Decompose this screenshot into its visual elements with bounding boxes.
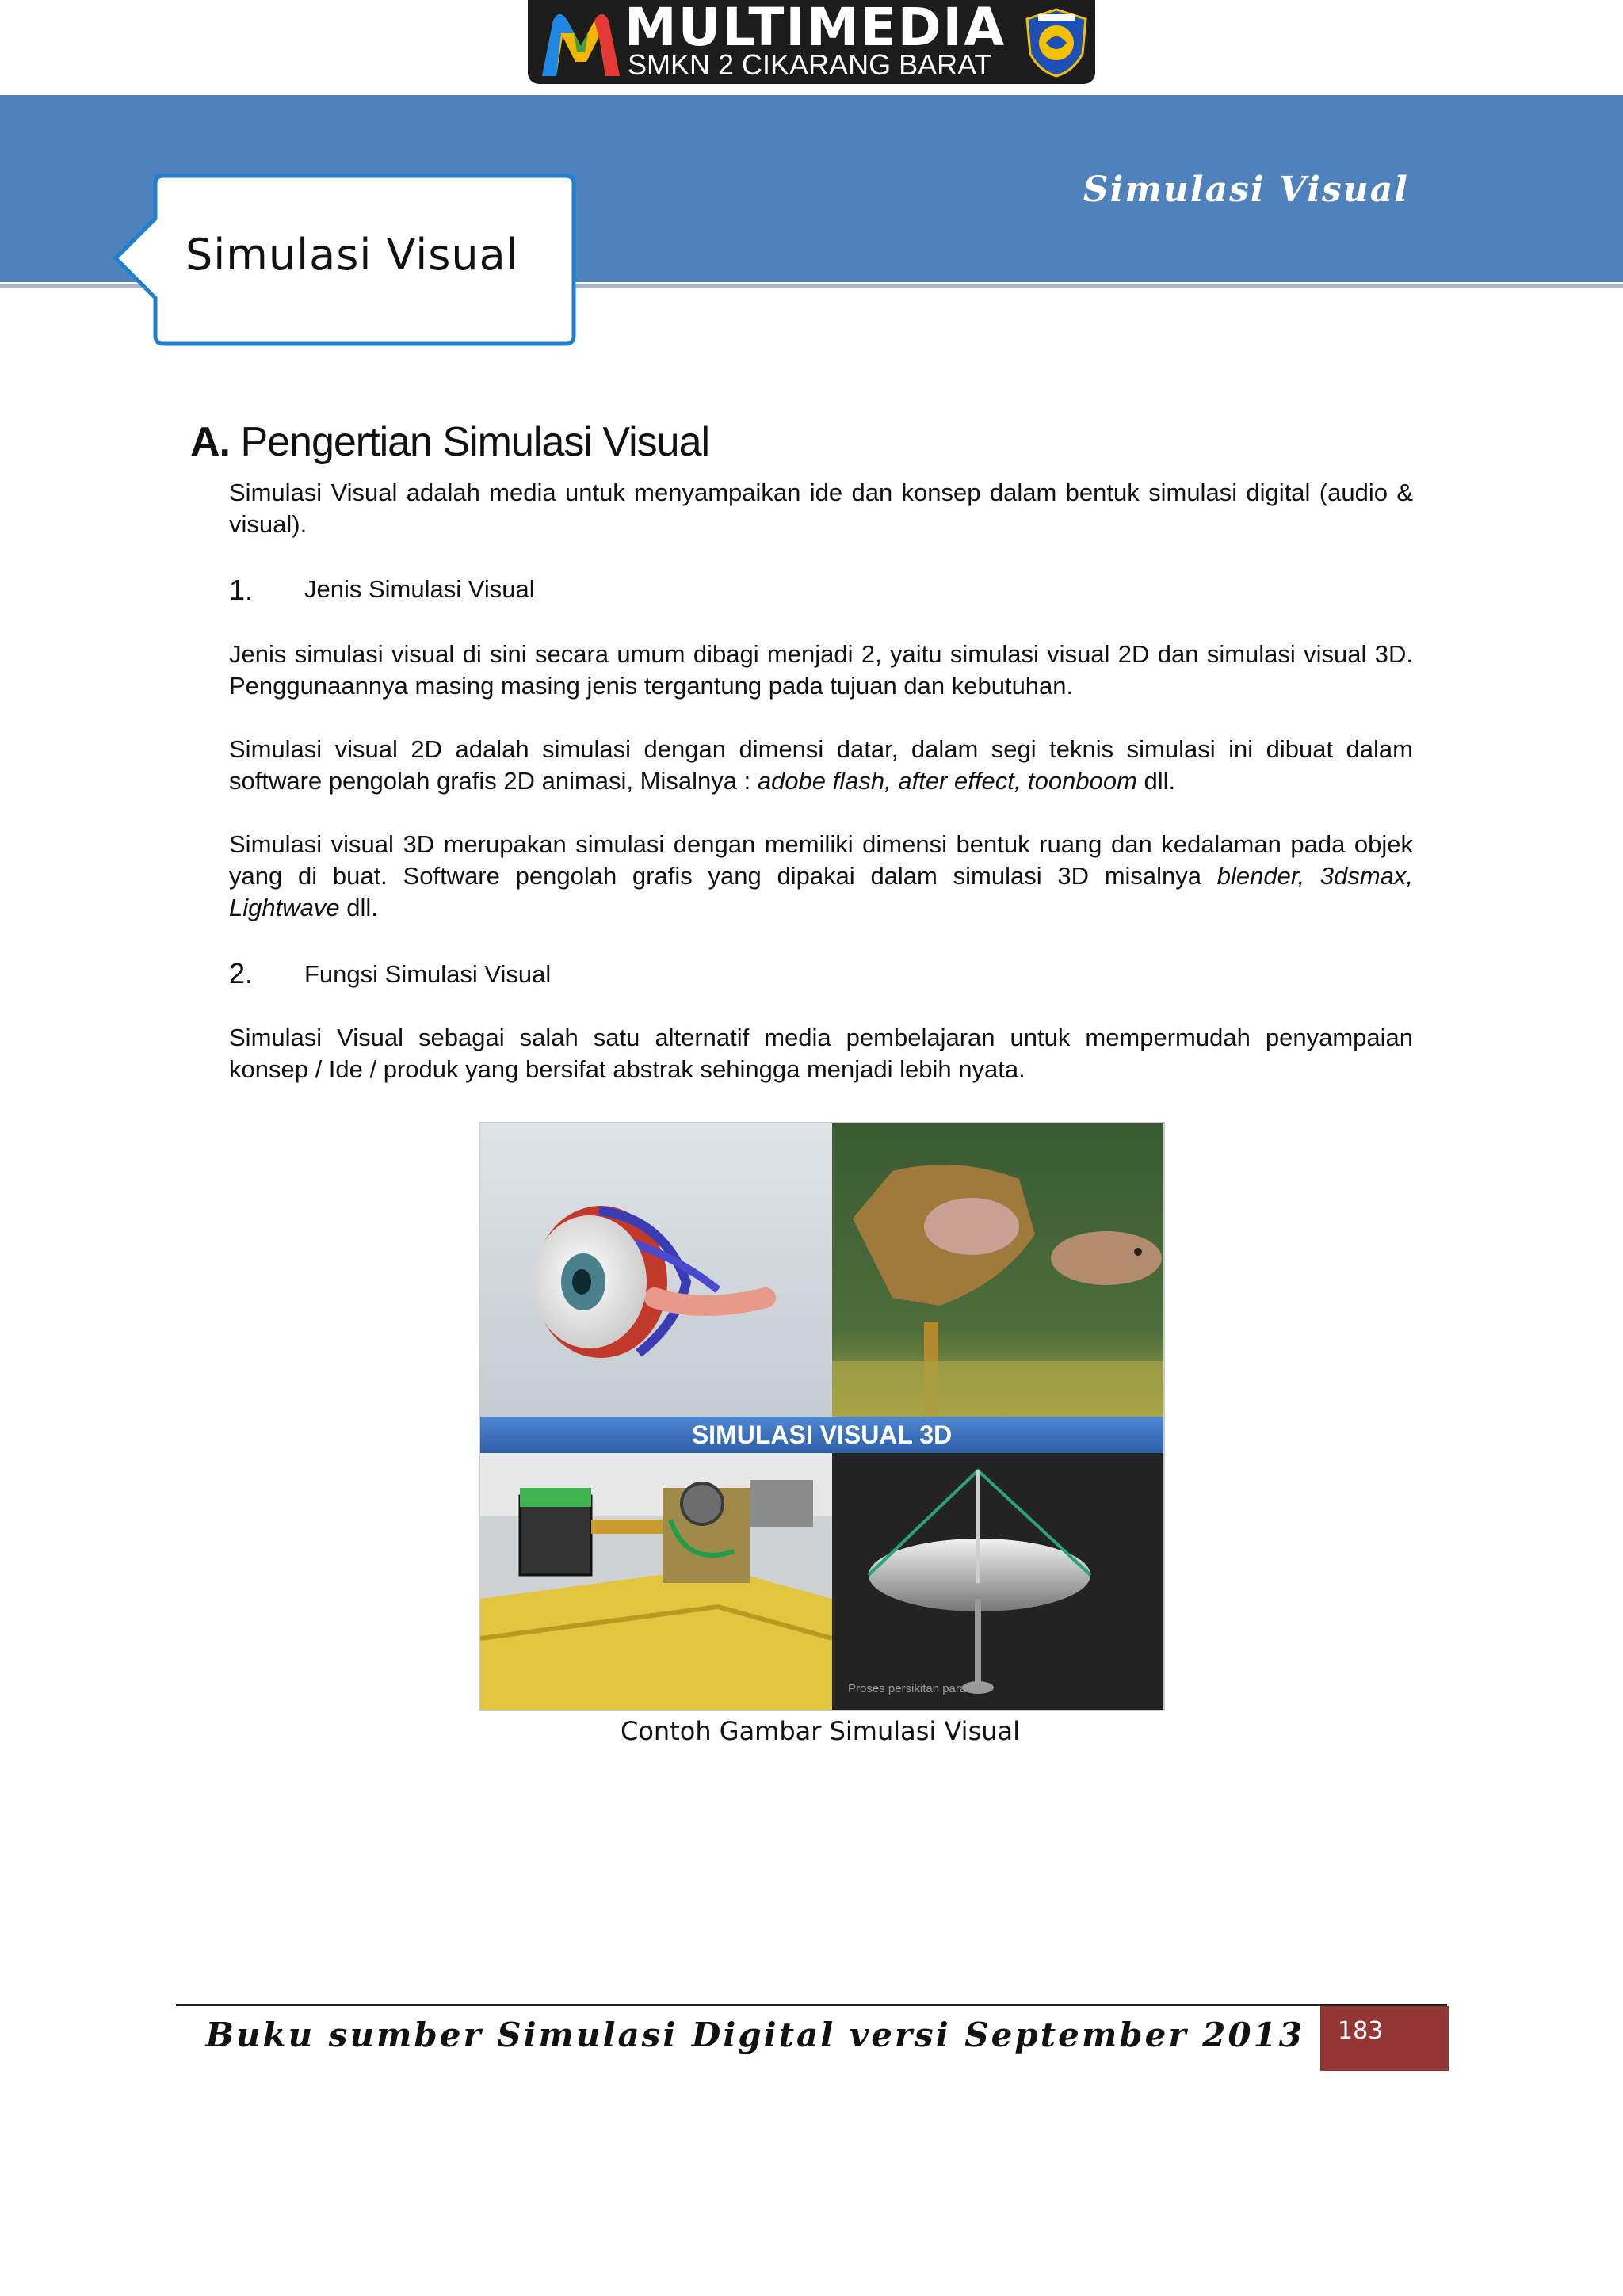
- item2-number: 2.: [229, 957, 254, 990]
- engine-simulation-panel: [480, 1453, 832, 1710]
- para3-software: blender, 3dsmax, Lightwave: [229, 862, 1414, 921]
- footer-divider: [176, 2004, 1447, 2006]
- section-letter: A.: [190, 419, 230, 465]
- eye-simulation-panel: [480, 1123, 832, 1417]
- banner-text: SIMULASI VISUAL 3D: [691, 1421, 953, 1449]
- para3-end: dll.: [339, 894, 378, 921]
- paragraph-jenis: Jenis simulasi visual di sini secara umum dibagi menjadi 2, yaitu simulasi visual 2D dan simulasi visual 3D. Penggunaannya masing masing jenis tergantung pada tujuan dan kebutuhan.: [229, 640, 1413, 700]
- page-number: 183: [1338, 2017, 1384, 2045]
- paragraph-fungsi: Simulasi Visual sebagai salah satu alternatif media pembelajaran untuk mempermudah penyampaian konsep / Ide / produk yang bersifat abstrak sehingga menjadi lebih nyata.: [229, 1024, 1413, 1083]
- page-number-box: [1320, 2006, 1449, 2071]
- multimedia-logo: [528, 0, 1095, 84]
- fish-simulation-panel: [832, 1123, 1163, 1417]
- section-heading: [190, 418, 709, 466]
- simulation-collage-image: [479, 1122, 1165, 1711]
- logo-subtitle: SMKN 2 CIKARANG BARAT: [628, 48, 992, 81]
- parabola-caption: Proses persikitan parabola: [848, 1682, 989, 1695]
- para2-end: dll.: [1136, 767, 1176, 795]
- band-chapter-title: Simulasi Visual: [1083, 170, 1409, 210]
- chapter-title: Simulasi Visual: [185, 230, 519, 280]
- parabola-simulation-panel: [832, 1453, 1163, 1710]
- item1-label: Jenis Simulasi Visual: [304, 575, 535, 603]
- intro-paragraph: Simulasi Visual adalah media untuk menyampaikan ide dan konsep dalam bentuk simulasi digital (audio & visual).: [229, 479, 1413, 538]
- paragraph-3d: [229, 829, 1413, 924]
- logo-title: MULTIMEDIA: [624, 0, 1006, 58]
- footer-book-title: Buku sumber Simulasi Digital versi September 2013: [205, 2016, 1304, 2054]
- para2-text: Simulasi visual 2D adalah simulasi dengan dimensi datar, dalam segi teknis simulasi ini dibuat dalam software pengolah grafis 2D animasi, Misalnya :: [229, 735, 1413, 795]
- section-heading-text: Pengertian Simulasi Visual: [230, 419, 710, 465]
- para2-software: adobe flash, after effect, toonboom: [757, 767, 1137, 795]
- paragraph-2d: [229, 734, 1413, 797]
- item1-number: 1.: [229, 574, 254, 606]
- logo-m-icon: [537, 5, 624, 78]
- collage-svg: [480, 1123, 1163, 1710]
- para3-text: Simulasi visual 3D merupakan simulasi dengan memiliki dimensi bentuk ruang dan kedalaman pada objek yang di buat. Software pengolah grafis yang dipakai dalam simulasi 3D misalnya: [229, 830, 1413, 890]
- figure-caption: Contoh Gambar Simulasi Visual: [620, 1716, 1021, 1746]
- item2-label: Fungsi Simulasi Visual: [304, 960, 552, 988]
- school-emblem-icon: [1022, 6, 1090, 78]
